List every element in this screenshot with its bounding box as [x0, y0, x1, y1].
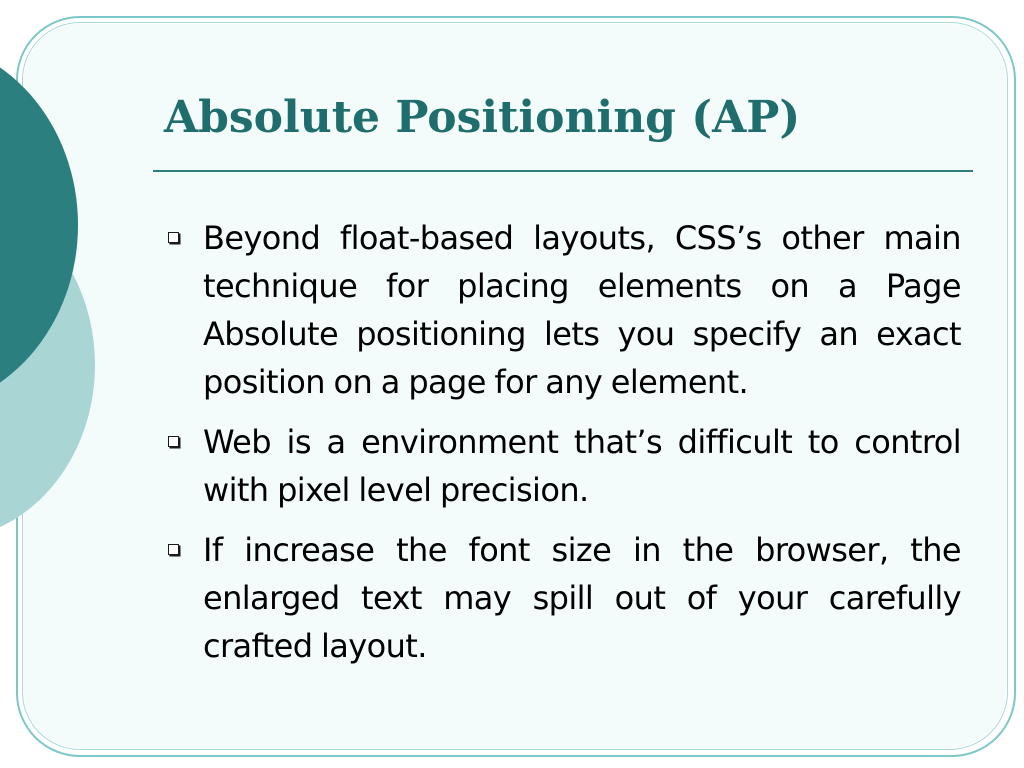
hollow-square-bullet-icon	[168, 544, 179, 555]
hollow-square-bullet-icon	[168, 232, 179, 243]
bullet-text: Beyond float-based layouts, CSS’s other main technique for placing elements on a Page Absolute positioning lets you specify an exact position on a page for any element.	[203, 219, 961, 401]
bullet-text: Web is a environment that’s difficult to control with pixel level precision.	[203, 423, 961, 509]
hollow-square-bullet-icon	[168, 436, 179, 447]
bullet-item	[164, 214, 961, 406]
bullet-item	[164, 418, 961, 514]
bullet-item	[164, 526, 961, 670]
slide-title: Absolute Positioning (AP)	[164, 92, 801, 143]
bullet-text: If increase the font size in the browser, the enlarged text may spill out of your carefully crafted layout.	[203, 531, 961, 665]
bullet-list	[164, 214, 961, 682]
title-divider	[153, 170, 973, 172]
